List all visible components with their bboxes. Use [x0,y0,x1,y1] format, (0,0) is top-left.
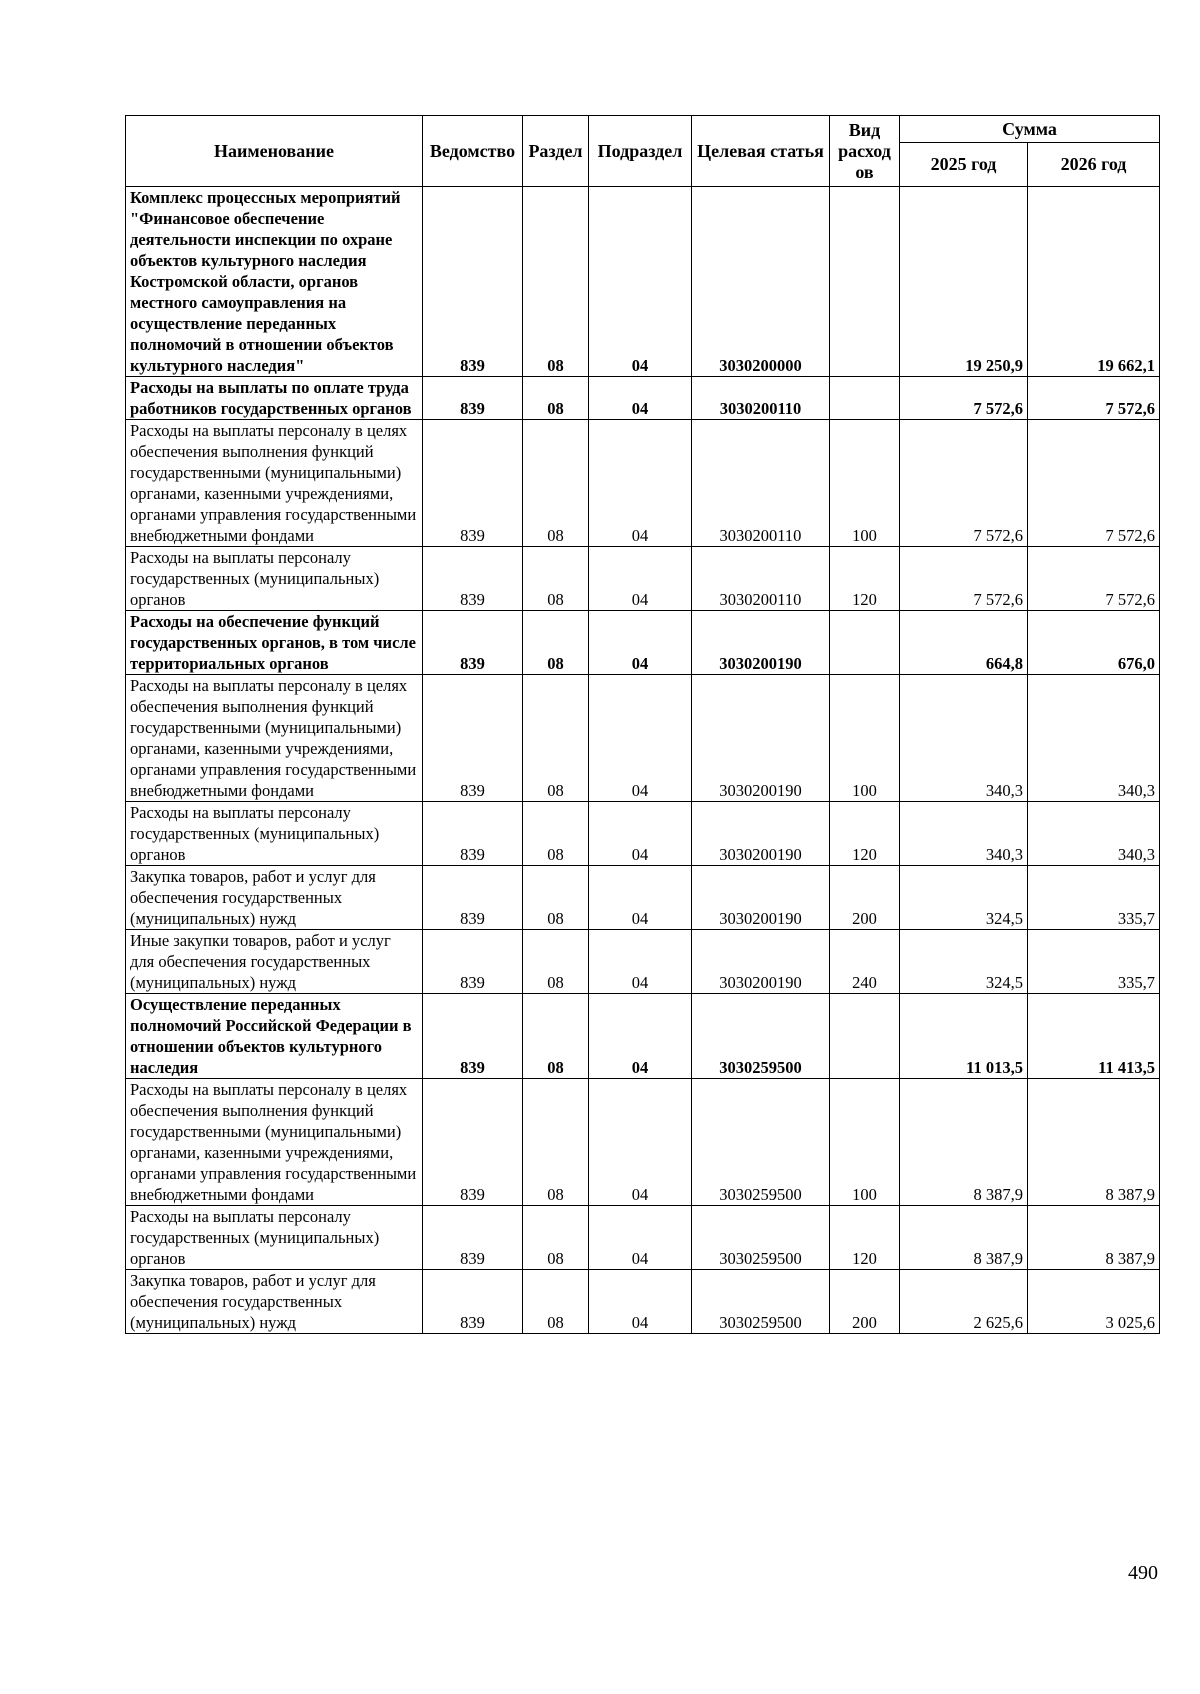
row-sum-2026: 3 025,6 [1028,1270,1160,1334]
row-department: 839 [423,547,523,611]
row-sum-2026: 335,7 [1028,866,1160,930]
row-name: Иные закупки товаров, работ и услуг для обеспечения государственных (муниципальных) нужд [126,930,423,994]
row-section: 08 [523,1270,589,1334]
row-expense-type: 100 [830,420,900,547]
row-section: 08 [523,420,589,547]
row-sum-2025: 340,3 [900,675,1028,802]
row-target: 3030259500 [692,994,830,1079]
row-section: 08 [523,1206,589,1270]
row-subsection: 04 [589,547,692,611]
row-subsection: 04 [589,994,692,1079]
row-target: 3030200190 [692,675,830,802]
row-sum-2026: 8 387,9 [1028,1206,1160,1270]
row-sum-2025: 664,8 [900,611,1028,675]
row-section: 08 [523,994,589,1079]
header-subsection: Подраздел [589,116,692,187]
row-section: 08 [523,866,589,930]
row-target: 3030259500 [692,1206,830,1270]
table-row [126,611,1160,675]
row-expense-type: 120 [830,547,900,611]
row-department: 839 [423,611,523,675]
header-year-2025: 2025 год [900,143,1028,187]
row-section: 08 [523,611,589,675]
row-sum-2025: 340,3 [900,802,1028,866]
row-subsection: 04 [589,1270,692,1334]
row-sum-2026: 8 387,9 [1028,1079,1160,1206]
row-department: 839 [423,866,523,930]
row-subsection: 04 [589,611,692,675]
row-target: 3030200190 [692,930,830,994]
row-department: 839 [423,420,523,547]
table-body [126,187,1160,1334]
row-target: 3030200110 [692,420,830,547]
row-name: Расходы на выплаты по оплате труда работников государственных органов [126,377,423,420]
table-row [126,930,1160,994]
row-section: 08 [523,675,589,802]
row-sum-2026: 676,0 [1028,611,1160,675]
table-row [126,420,1160,547]
header-target: Целевая статья [692,116,830,187]
table-row [126,675,1160,802]
row-name: Расходы на выплаты персоналу государственных (муниципальных) органов [126,802,423,866]
row-sum-2025: 2 625,6 [900,1270,1028,1334]
row-name: Расходы на выплаты персоналу в целях обеспечения выполнения функций государственными (муниципальными) органами, казенными учреждениями, органами управления государственными внебюджетными фондами [126,675,423,802]
page-number: 490 [1128,1562,1158,1584]
row-name: Расходы на выплаты персоналу государственных (муниципальных) органов [126,1206,423,1270]
row-sum-2025: 7 572,6 [900,377,1028,420]
row-sum-2026: 7 572,6 [1028,420,1160,547]
row-department: 839 [423,994,523,1079]
row-expense-type: 200 [830,866,900,930]
row-expense-type: 120 [830,802,900,866]
row-sum-2025: 324,5 [900,866,1028,930]
header-section: Раздел [523,116,589,187]
row-sum-2026: 11 413,5 [1028,994,1160,1079]
row-name: Закупка товаров, работ и услуг для обеспечения государственных (муниципальных) нужд [126,1270,423,1334]
table-row [126,1079,1160,1206]
row-department: 839 [423,675,523,802]
row-department: 839 [423,1206,523,1270]
row-department: 839 [423,187,523,377]
row-expense-type: 100 [830,1079,900,1206]
row-expense-type: 240 [830,930,900,994]
row-section: 08 [523,930,589,994]
table-header [126,116,1160,187]
row-sum-2025: 8 387,9 [900,1206,1028,1270]
row-subsection: 04 [589,187,692,377]
row-sum-2025: 324,5 [900,930,1028,994]
row-section: 08 [523,187,589,377]
table-row [126,994,1160,1079]
table-row [126,547,1160,611]
header-expense-type: Вид расход ов [830,116,900,187]
row-target: 3030200190 [692,802,830,866]
row-sum-2025: 7 572,6 [900,420,1028,547]
row-name: Комплекс процессных мероприятий "Финансовое обеспечение деятельности инспекции по охране объектов культурного наследия Костромской области, органов местного самоуправления на осуществление переданных полномочий в отношении объектов культурного наследия" [126,187,423,377]
row-subsection: 04 [589,420,692,547]
row-sum-2026: 7 572,6 [1028,377,1160,420]
row-target: 3030259500 [692,1270,830,1334]
row-name: Расходы на выплаты персоналу в целях обеспечения выполнения функций государственными (муниципальными) органами, казенными учреждениями, органами управления государственными внебюджетными фондами [126,1079,423,1206]
row-name: Расходы на выплаты персоналу в целях обеспечения выполнения функций государственными (муниципальными) органами, казенными учреждениями, органами управления государственными внебюджетными фондами [126,420,423,547]
row-subsection: 04 [589,802,692,866]
row-department: 839 [423,802,523,866]
header-sum: Сумма [900,116,1160,143]
row-section: 08 [523,802,589,866]
row-subsection: 04 [589,1206,692,1270]
row-target: 3030200110 [692,377,830,420]
table-row [126,866,1160,930]
row-subsection: 04 [589,675,692,802]
row-section: 08 [523,1079,589,1206]
table-row [126,1270,1160,1334]
row-department: 839 [423,377,523,420]
row-subsection: 04 [589,866,692,930]
row-section: 08 [523,547,589,611]
header-year-2026: 2026 год [1028,143,1160,187]
row-name: Осуществление переданных полномочий Российской Федерации в отношении объектов культурного наследия [126,994,423,1079]
table-row [126,187,1160,377]
row-sum-2026: 19 662,1 [1028,187,1160,377]
header-department: Ведомство [423,116,523,187]
row-section: 08 [523,377,589,420]
row-sum-2025: 19 250,9 [900,187,1028,377]
row-sum-2025: 8 387,9 [900,1079,1028,1206]
row-target: 3030200110 [692,547,830,611]
row-name: Закупка товаров, работ и услуг для обеспечения государственных (муниципальных) нужд [126,866,423,930]
row-target: 3030200000 [692,187,830,377]
row-department: 839 [423,930,523,994]
row-subsection: 04 [589,1079,692,1206]
row-sum-2026: 7 572,6 [1028,547,1160,611]
row-department: 839 [423,1079,523,1206]
row-expense-type: 200 [830,1270,900,1334]
row-sum-2026: 340,3 [1028,675,1160,802]
table-row [126,802,1160,866]
row-sum-2026: 335,7 [1028,930,1160,994]
row-expense-type: 120 [830,1206,900,1270]
row-expense-type [830,611,900,675]
row-subsection: 04 [589,377,692,420]
row-department: 839 [423,1270,523,1334]
row-name: Расходы на обеспечение функций государственных органов, в том числе территориальных органов [126,611,423,675]
row-target: 3030200190 [692,866,830,930]
header-name: Наименование [126,116,423,187]
row-expense-type [830,187,900,377]
row-sum-2025: 7 572,6 [900,547,1028,611]
row-sum-2025: 11 013,5 [900,994,1028,1079]
row-target: 3030259500 [692,1079,830,1206]
row-expense-type: 100 [830,675,900,802]
table-row [126,377,1160,420]
row-name: Расходы на выплаты персоналу государственных (муниципальных) органов [126,547,423,611]
row-expense-type [830,377,900,420]
row-subsection: 04 [589,930,692,994]
row-target: 3030200190 [692,611,830,675]
row-sum-2026: 340,3 [1028,802,1160,866]
budget-table [125,115,1160,1334]
row-expense-type [830,994,900,1079]
table-row [126,1206,1160,1270]
